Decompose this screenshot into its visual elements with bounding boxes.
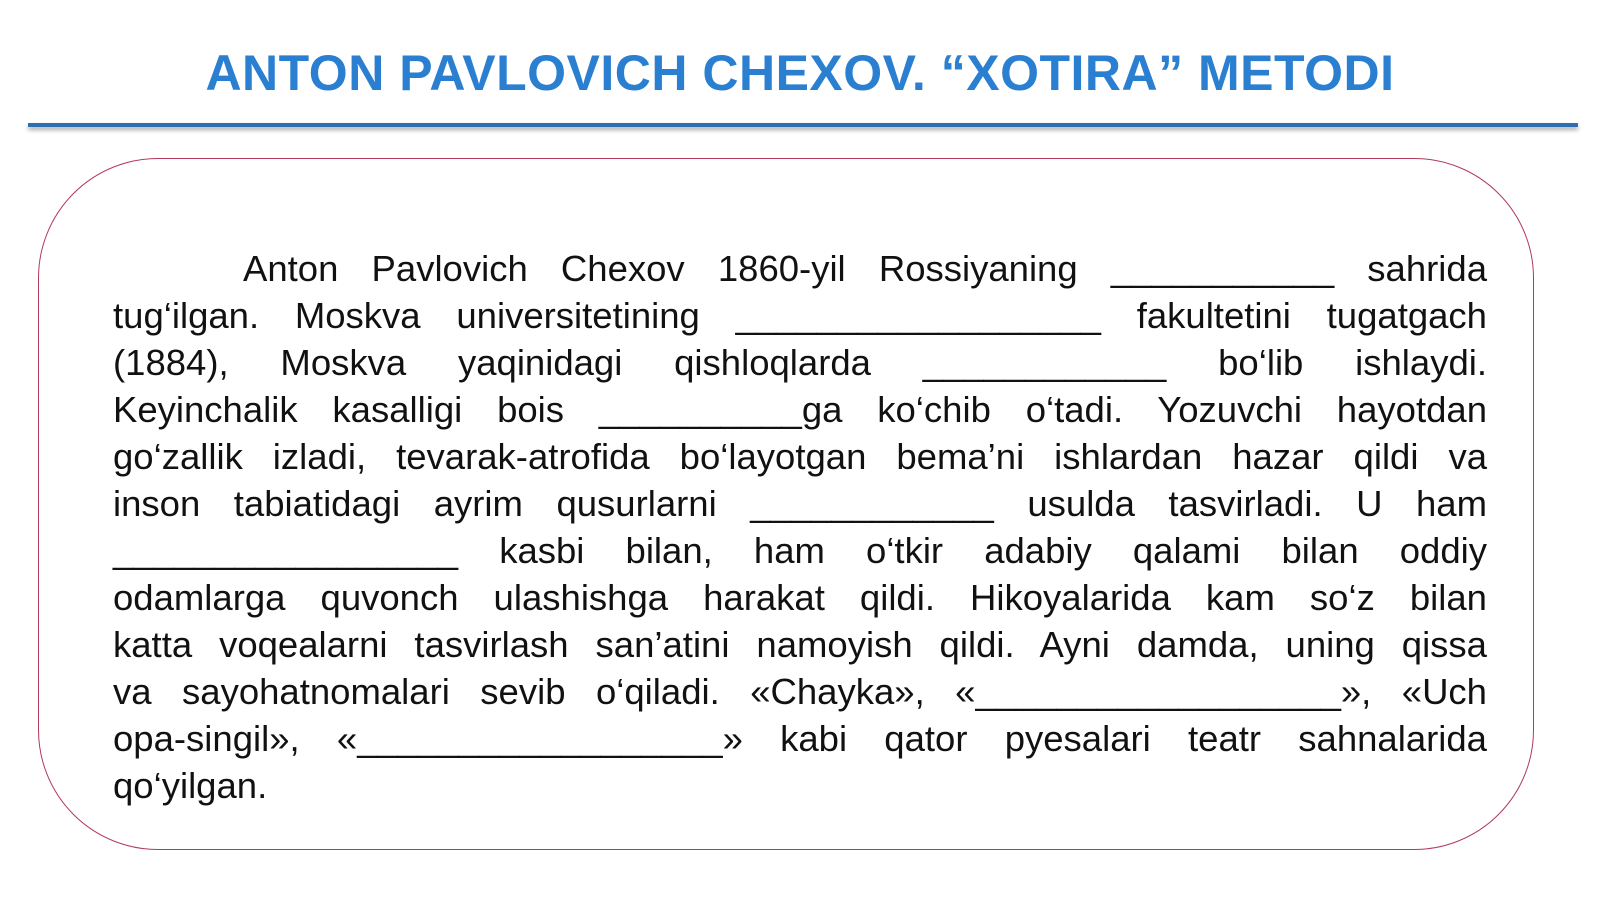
passage-line: tug‘ilgan. Moskva universitetining __________________ fakultetini tugatgach xyxy=(113,295,1487,336)
passage-line: qo‘yilgan. xyxy=(113,765,268,806)
passage-line: opa-singil», «__________________» kabi qator pyesalari teatr sahnalarida xyxy=(113,718,1487,759)
passage-line: odamlarga quvonch ulashishga harakat qildi. Hikoyalarida kam so‘z bilan xyxy=(113,577,1487,618)
passage-line: (1884), Moskva yaqinidagi qishloqlarda ____________ bo‘lib ishlaydi. xyxy=(113,342,1487,383)
passage-line: go‘zallik izladi, tevarak-atrofida bo‘layotgan bema’ni ishlardan hazar qildi va xyxy=(113,436,1487,477)
fill-in-passage xyxy=(113,245,1487,809)
passage-line: _________________ kasbi bilan, ham o‘tkir adabiy qalami bilan oddiy xyxy=(113,530,1487,571)
slide-title: ANTON PAVLOVICH CHEXOV. “XOTIRA” METODI xyxy=(205,45,1395,101)
passage-line: katta voqealarni tasvirlash san’atini namoyish qildi. Ayni damda, uning qissa xyxy=(113,624,1487,665)
passage-line: va sayohatnomalari sevib o‘qiladi. «Chayka», «__________________», «Uch xyxy=(113,671,1487,712)
passage-line: Keyinchalik kasalligi bois __________ga ko‘chib o‘tadi. Yozuvchi hayotdan xyxy=(113,389,1487,430)
passage-line: Anton Pavlovich Chexov 1860-yil Rossiyaning ___________ sahrida xyxy=(243,248,1487,289)
title-divider xyxy=(28,123,1578,127)
passage-line: inson tabiatidagi ayrim qusurlarni ____________ usulda tasvirladi. U ham xyxy=(113,483,1487,524)
